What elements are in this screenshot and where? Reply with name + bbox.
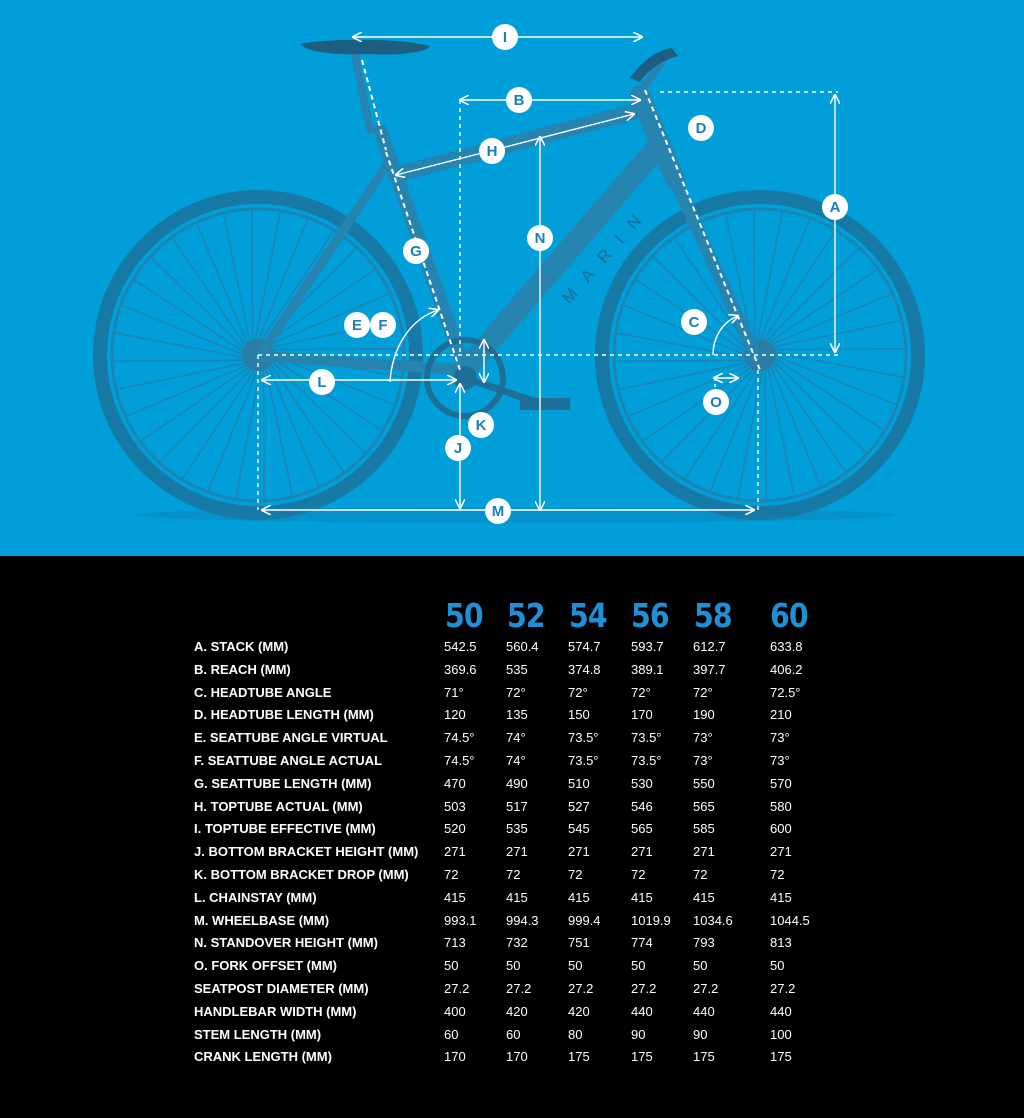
saddle — [300, 40, 430, 55]
spoke — [271, 349, 403, 350]
spec-value-size-60: 570 — [770, 775, 792, 791]
spec-row — [0, 935, 1024, 958]
spoke — [765, 368, 766, 500]
spec-value-size-54: 27.2 — [568, 981, 594, 996]
spec-value-size-58: 565 — [693, 798, 715, 814]
spec-row — [0, 1027, 1024, 1050]
spec-value-size-58: 72 — [693, 867, 708, 882]
spec-label: G. SEATTUBE LENGTH (MM) — [194, 775, 372, 791]
spec-value-size-60: 72 — [770, 867, 785, 882]
spec-value-size-52: 74° — [506, 730, 526, 746]
spec-value-size-50: 120 — [444, 707, 466, 723]
spec-label: CRANK LENGTH (MM) — [194, 1049, 332, 1065]
spec-value-size-54: 999.4 — [568, 912, 601, 928]
spec-value-size-60: 73° — [770, 753, 790, 768]
spec-value-size-60: 633.8 — [770, 639, 803, 654]
spec-value-size-52: 535 — [506, 821, 528, 837]
spec-value-size-54: 80 — [568, 1026, 583, 1042]
spec-value-size-50: 271 — [444, 844, 466, 860]
spoke — [768, 367, 795, 496]
spec-label: F. SEATTUBE ANGLE ACTUAL — [194, 753, 383, 768]
spec-row — [0, 1004, 1024, 1027]
spec-label: A. STACK (MM) — [194, 639, 289, 654]
svg-text:H: H — [486, 143, 498, 160]
spoke — [738, 369, 763, 499]
size-header-58: 58 — [694, 596, 732, 635]
spec-value-size-54: 510 — [568, 775, 590, 791]
spec-value-size-54: 150 — [568, 707, 590, 723]
spoke — [224, 214, 251, 343]
spoke — [774, 352, 904, 377]
spec-label: J. BOTTOM BRACKET HEIGHT (MM) — [194, 844, 419, 860]
spec-label: D. HEADTUBE LENGTH (MM) — [194, 707, 374, 723]
spec-row — [0, 958, 1024, 981]
spec-value-size-56: 565 — [631, 821, 653, 837]
spec-value-size-54: 574.7 — [568, 639, 601, 654]
spec-label: STEM LENGTH (MM) — [194, 1026, 322, 1042]
spec-value-size-50: 713 — [444, 935, 466, 951]
badge-g — [403, 238, 429, 264]
spoke — [113, 360, 245, 361]
badge-c — [681, 309, 707, 335]
svg-text:F: F — [378, 317, 388, 334]
spec-row — [0, 685, 1024, 708]
spoke — [772, 321, 901, 348]
spec-value-size-52: 74° — [506, 753, 526, 768]
spec-value-size-56: 73.5° — [631, 753, 662, 768]
badge-o — [703, 389, 729, 415]
spec-value-size-50: 542.5 — [444, 639, 477, 654]
svg-text:M: M — [491, 503, 505, 520]
spec-value-size-52: 994.3 — [506, 912, 539, 928]
spoke — [619, 363, 748, 390]
spec-label: N. STANDOVER HEIGHT (MM) — [194, 935, 378, 951]
spec-value-size-50: 74.5° — [444, 730, 475, 746]
spec-value-size-50: 369.6 — [444, 661, 477, 677]
spoke — [757, 212, 782, 342]
spoke — [617, 333, 747, 358]
spec-value-size-60: 100 — [770, 1026, 792, 1042]
badge-f — [370, 312, 396, 338]
svg-text:G: G — [410, 243, 422, 260]
spec-value-size-60: 813 — [770, 935, 792, 951]
badge-j — [445, 435, 471, 461]
spec-value-size-50: 170 — [444, 1049, 466, 1065]
spec-value-size-50: 400 — [444, 1003, 466, 1019]
svg-text:N: N — [534, 230, 546, 247]
spec-row — [0, 730, 1024, 753]
spec-value-size-54: 50 — [568, 958, 583, 974]
spec-row — [0, 867, 1024, 890]
spoke — [252, 210, 253, 342]
spec-label: K. BOTTOM BRACKET DROP (MM) — [194, 867, 409, 882]
spoke — [615, 360, 747, 361]
spec-value-size-52: 271 — [506, 844, 528, 860]
spec-value-size-50: 470 — [444, 775, 466, 791]
spec-value-size-58: 612.7 — [693, 639, 726, 654]
spec-label: H. TOPTUBE ACTUAL (MM) — [194, 798, 363, 814]
spoke — [115, 333, 245, 358]
spoke — [763, 231, 836, 341]
spec-value-size-52: 517 — [506, 798, 528, 814]
svg-text:C: C — [688, 314, 700, 331]
spec-value-size-60: 600 — [770, 821, 792, 837]
bike-geometry-illustration — [0, 0, 1024, 556]
spec-row — [0, 913, 1024, 936]
spoke — [134, 280, 244, 353]
spec-label: M. WHEELBASE (MM) — [194, 912, 330, 928]
spoke — [255, 212, 280, 342]
spec-value-size-54: 73.5° — [568, 730, 599, 746]
badge-d — [688, 115, 714, 141]
spec-value-size-56: 440 — [631, 1003, 653, 1019]
spoke — [685, 369, 758, 479]
spec-value-size-54: 374.8 — [568, 661, 601, 677]
spec-value-size-58: 73° — [693, 730, 713, 746]
pedal — [520, 398, 570, 410]
spoke — [117, 363, 246, 390]
spec-value-size-60: 175 — [770, 1049, 792, 1065]
spoke — [754, 210, 755, 342]
svg-text:B: B — [513, 92, 525, 109]
spec-value-size-52: 560.4 — [506, 639, 539, 654]
spec-value-size-60: 580 — [770, 798, 792, 814]
spec-value-size-52: 490 — [506, 775, 528, 791]
spec-value-size-54: 271 — [568, 844, 590, 860]
badge-e — [344, 312, 370, 338]
spec-value-size-52: 72° — [506, 684, 526, 700]
spec-value-size-56: 90 — [631, 1026, 646, 1042]
spec-row — [0, 844, 1024, 867]
spec-value-size-56: 73.5° — [631, 730, 662, 746]
spec-row — [0, 981, 1024, 1004]
spec-value-size-52: 27.2 — [506, 981, 532, 996]
spec-value-size-58: 72° — [693, 684, 713, 700]
geometry-table — [0, 556, 1024, 1118]
spec-value-size-58: 50 — [693, 958, 708, 974]
spoke — [773, 349, 905, 350]
spoke — [236, 369, 261, 499]
spoke — [261, 231, 334, 341]
spec-value-size-60: 406.2 — [770, 661, 803, 677]
spec-value-size-56: 774 — [631, 935, 653, 951]
spec-value-size-58: 550 — [693, 775, 715, 791]
size-header-54: 54 — [569, 596, 607, 635]
svg-text:I: I — [502, 29, 508, 46]
svg-text:O: O — [710, 394, 722, 411]
spec-value-size-58: 793 — [693, 935, 715, 951]
badge-l — [309, 369, 335, 395]
spec-row — [0, 1049, 1024, 1072]
spec-row — [0, 707, 1024, 730]
spec-row — [0, 799, 1024, 822]
spec-row — [0, 890, 1024, 913]
spec-label: HANDLEBAR WIDTH (MM) — [194, 1003, 357, 1019]
spec-row — [0, 776, 1024, 799]
size-header-50: 50 — [445, 596, 483, 635]
spec-value-size-50: 71° — [444, 684, 464, 700]
spec-value-size-50: 60 — [444, 1026, 459, 1042]
spec-row — [0, 821, 1024, 844]
spec-value-size-58: 90 — [693, 1026, 708, 1042]
spec-value-size-60: 1044.5 — [770, 912, 810, 928]
spec-value-size-58: 415 — [693, 889, 715, 905]
spec-value-size-56: 27.2 — [631, 981, 657, 996]
spec-value-size-54: 73.5° — [568, 753, 599, 768]
spec-label: C. HEADTUBE ANGLE — [194, 684, 332, 700]
spec-value-size-54: 545 — [568, 821, 590, 837]
spec-value-size-54: 175 — [568, 1049, 590, 1065]
spec-value-size-58: 397.7 — [693, 661, 726, 677]
spoke — [266, 367, 293, 496]
spec-value-size-52: 420 — [506, 1003, 528, 1019]
spec-value-size-52: 72 — [506, 867, 521, 882]
badge-k — [468, 412, 494, 438]
spec-value-size-54: 415 — [568, 889, 590, 905]
spec-value-size-56: 593.7 — [631, 639, 664, 654]
spec-label: L. CHAINSTAY (MM) — [194, 889, 317, 905]
spec-value-size-56: 72 — [631, 867, 646, 882]
spec-value-size-58: 175 — [693, 1049, 715, 1065]
spec-value-size-56: 72° — [631, 684, 651, 700]
spec-value-size-56: 530 — [631, 775, 653, 791]
size-header-56: 56 — [631, 596, 669, 635]
spec-value-size-60: 440 — [770, 1003, 792, 1019]
spec-value-size-56: 170 — [631, 707, 653, 723]
spec-value-size-54: 527 — [568, 798, 590, 814]
spec-value-size-52: 135 — [506, 707, 528, 723]
spoke — [774, 358, 884, 431]
spec-value-size-58: 190 — [693, 707, 715, 723]
spec-value-size-50: 993.1 — [444, 912, 477, 928]
spec-value-size-56: 1019.9 — [631, 912, 671, 928]
spec-value-size-56: 175 — [631, 1049, 653, 1065]
spec-label: I. TOPTUBE EFFECTIVE (MM) — [194, 821, 376, 837]
spec-label: E. SEATTUBE ANGLE VIRTUAL — [194, 730, 388, 746]
spec-value-size-58: 440 — [693, 1003, 715, 1019]
badge-i — [492, 24, 518, 50]
spec-value-size-60: 210 — [770, 707, 792, 723]
spec-value-size-56: 271 — [631, 844, 653, 860]
spec-value-size-50: 27.2 — [444, 981, 470, 996]
svg-text:D: D — [695, 120, 707, 137]
spec-row — [0, 753, 1024, 776]
spec-value-size-52: 535 — [506, 661, 528, 677]
spec-value-size-56: 389.1 — [631, 661, 664, 677]
svg-text:E: E — [351, 317, 363, 334]
spec-value-size-52: 50 — [506, 958, 521, 974]
spec-value-size-58: 271 — [693, 844, 715, 860]
spec-value-size-50: 50 — [444, 958, 459, 974]
spec-value-size-58: 585 — [693, 821, 715, 837]
spec-value-size-50: 503 — [444, 798, 466, 814]
spec-value-size-60: 271 — [770, 844, 792, 860]
badge-h — [479, 138, 505, 164]
spec-value-size-60: 27.2 — [770, 981, 796, 996]
badge-a — [822, 194, 848, 220]
spec-value-size-50: 415 — [444, 889, 466, 905]
svg-text:L: L — [317, 374, 327, 391]
spec-value-size-60: 73° — [770, 730, 790, 746]
spec-value-size-60: 72.5° — [770, 684, 801, 700]
spec-row — [0, 662, 1024, 685]
spec-value-size-56: 546 — [631, 798, 653, 814]
spec-value-size-54: 751 — [568, 935, 590, 951]
spoke — [183, 369, 256, 479]
svg-text:A: A — [829, 199, 841, 216]
badge-b — [506, 87, 532, 113]
spec-value-size-60: 50 — [770, 958, 785, 974]
size-header-60: 60 — [770, 596, 808, 635]
spec-value-size-54: 420 — [568, 1003, 590, 1019]
spec-row — [0, 639, 1024, 662]
spec-value-size-50: 74.5° — [444, 753, 475, 768]
spec-value-size-56: 415 — [631, 889, 653, 905]
frame-brand-text: MARIN — [558, 200, 655, 308]
spec-value-size-50: 520 — [444, 821, 466, 837]
badge-n — [527, 225, 553, 251]
spec-value-size-58: 1034.6 — [693, 912, 733, 928]
spec-value-size-54: 72 — [568, 867, 583, 882]
spec-label: SEATPOST DIAMETER (MM) — [194, 981, 369, 996]
spec-value-size-58: 73° — [693, 753, 713, 768]
size-header-52: 52 — [507, 596, 545, 635]
spec-label: O. FORK OFFSET (MM) — [194, 958, 337, 974]
spec-value-size-58: 27.2 — [693, 981, 719, 996]
spec-value-size-50: 72 — [444, 867, 459, 882]
spec-label: B. REACH (MM) — [194, 661, 291, 677]
svg-text:K: K — [475, 417, 487, 434]
spoke — [263, 368, 264, 500]
spec-value-size-56: 50 — [631, 958, 646, 974]
spec-value-size-52: 170 — [506, 1049, 528, 1065]
geometry-diagram — [0, 0, 1024, 556]
spec-value-size-52: 60 — [506, 1026, 521, 1042]
badge-m — [485, 498, 511, 524]
svg-text:J: J — [453, 440, 463, 457]
spec-value-size-52: 732 — [506, 935, 528, 951]
spec-value-size-52: 415 — [506, 889, 528, 905]
spec-value-size-54: 72° — [568, 684, 588, 700]
spec-value-size-60: 415 — [770, 889, 792, 905]
